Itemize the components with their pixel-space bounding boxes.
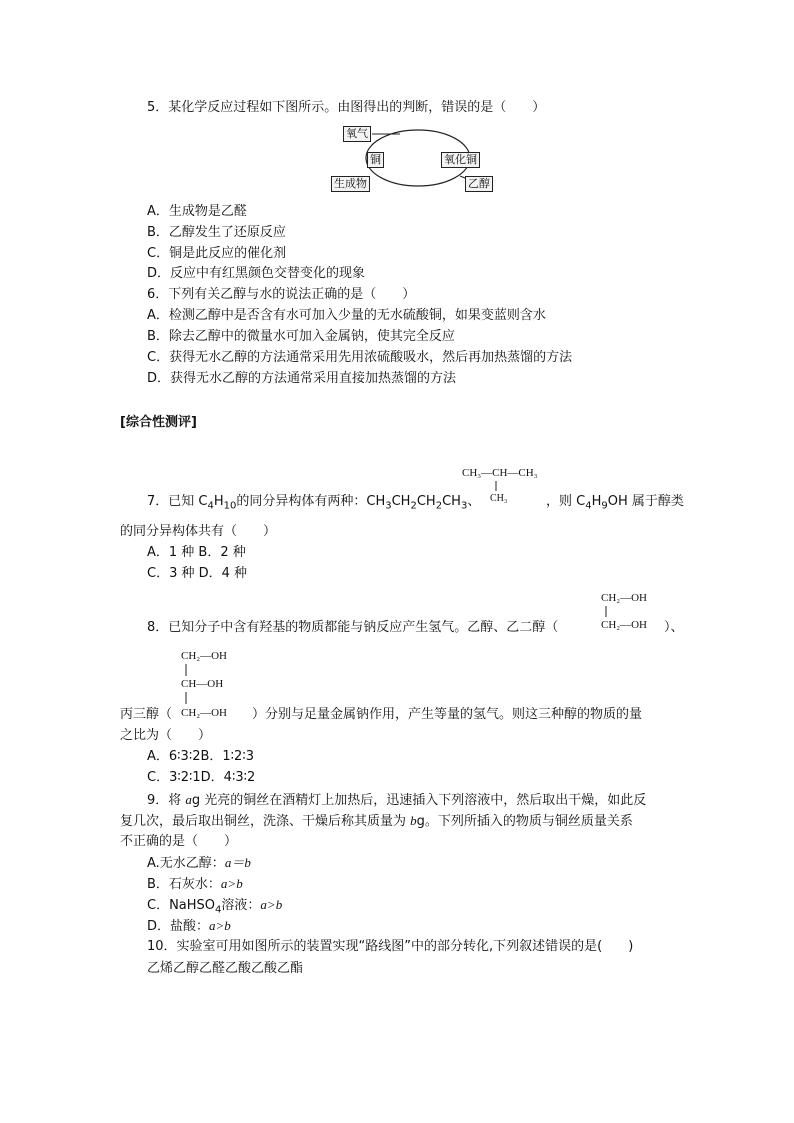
q8-glycol-bottom: CH₂—OH (601, 619, 648, 631)
q9-stem-line1: 9．将 ag 光亮的铜丝在酒精灯上加热后，迅速插入下列溶液中，然后取出干燥，如此反 (147, 792, 647, 808)
q9-option-d: D．盐酸：a>b (147, 918, 231, 934)
q6-option-a: A．检测乙醇中是否含有水可加入少量的无水硫酸铜，如果变蓝则含水 (147, 308, 546, 323)
diagram-product-box: 生成物 (331, 176, 370, 192)
q6-option-b: B．除去乙醇中的微量水可加入金属钠，使其完全反应 (147, 329, 455, 344)
q7-stem-line1-end: ，则 $C_4H_9OH$ 属于醇类 (546, 494, 684, 512)
q8-glycerol-2: CH—OH (181, 678, 224, 690)
q9-option-c: C．NaHSO$_4$溶液：a>b (147, 897, 283, 916)
q9-option-a: A.无水乙醇：a＝b (147, 855, 251, 871)
q7-options-ab: A．1 种 B．2 种 (147, 545, 246, 560)
q7-branched-top: CH₃—CH—CH₃ (462, 467, 538, 479)
q8-glycol-top: CH₂—OH (601, 592, 648, 604)
diagram-copper-oxide-box: 氧化铜 (441, 152, 480, 168)
q6-stem: 6．下列有关乙醇与水的说法正确的是（ ） (147, 287, 416, 302)
q7-options-cd: C．3 种 D．4 种 (147, 566, 248, 581)
q10-stem: 10．实验室可用如图所示的装置实现“路线图”中的部分转化,下列叙述错误的是( ) (147, 939, 634, 954)
diagram-oxygen-box: 氧气 (343, 126, 371, 142)
q8-stem-line2-start: 丙三醇（ (120, 707, 173, 722)
q8-glycerol-1: CH₂—OH (181, 650, 228, 662)
q5-option-a: A．生成物是乙醛 (147, 204, 247, 219)
q8-options-ab: A．6∶3∶2B．1∶2∶3 (147, 749, 254, 764)
q10-route: 乙烯乙醇乙醛乙酸乙酸乙酯 (147, 961, 304, 976)
section-title: [综合性测评] (120, 415, 197, 430)
q9-option-b: B．石灰水：a>b (147, 876, 243, 892)
q5-option-d: D．反应中有红黑颜色交替变化的现象 (147, 266, 366, 281)
diagram-ethanol-box: 乙醇 (465, 176, 493, 192)
q5-stem: 5．某化学反应过程如下图所示。由图得出的判断，错误的是（ ） (147, 100, 546, 115)
q7-stem-line2: 的同分异构体共有（ ） (120, 524, 277, 539)
q9-stem-line2: 复几次，最后取出铜丝，洗涤、干燥后称其质量为 bg。下列所插入的物质与铜丝质量关系 (120, 813, 633, 829)
q8-options-cd: C．3∶2∶1D．4∶3∶2 (147, 770, 256, 785)
q7-stem-line1: 7．已知 $C_4H_{10}$的同分异构体有两种：$CH_3CH_2CH_2CH_3$、 (147, 494, 481, 512)
q5-option-c: C．铜是此反应的催化剂 (147, 246, 287, 261)
q6-option-d: D．获得无水乙醇的方法通常采用直接加热蒸馏的方法 (147, 371, 457, 386)
q8-glycerol-3: CH₂—OH (181, 707, 228, 719)
q7-branched-bottom: CH₃ (490, 493, 508, 504)
q5-option-b: B．乙醇发生了还原反应 (147, 225, 286, 240)
q8-stem-line1: 8．已知分子中含有羟基的物质都能与钠反应产生氢气。乙醇、乙二醇（ (147, 620, 559, 635)
q8-stem-line3: 之比为（ ） (120, 728, 212, 743)
diagram-copper-box: 铜 (367, 152, 384, 168)
q8-stem-close: ）、 (664, 620, 684, 635)
q9-stem-line3: 不正确的是（ ） (120, 834, 238, 849)
q8-stem-line2-end: ）分别与足量金属钠作用，产生等量的氢气。则这三种醇的物质的量 (252, 707, 643, 722)
q6-option-c: C．获得无水乙醇的方法通常采用先用浓硫酸吸水，然后再加热蒸馏的方法 (147, 350, 573, 365)
